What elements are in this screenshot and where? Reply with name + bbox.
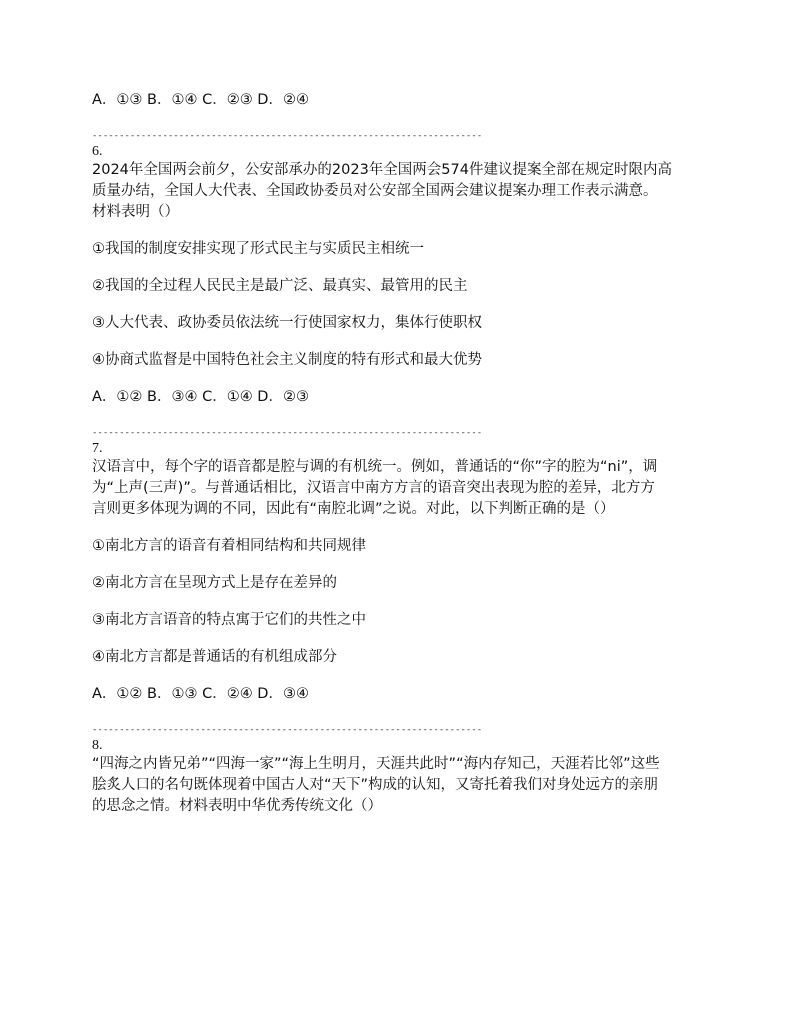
question-7-stem-line: 言则更多体现为调的不同，因此有“南腔北调”之说。对此，以下判断正确的是（） [92,501,615,517]
question-7-option-3: ③南北方言语音的特点寓于它们的共性之中 [92,612,366,628]
question-7-stem-line: 汉语言中，每个字的语音都是腔与调的有机统一。例如，普通话的“你”字的腔为“ni”，调 [92,459,658,475]
document-page [92,90,712,817]
question-8-stem [92,754,712,817]
question-divider: ------------------------------------------------------------------------ [92,428,483,438]
question-5-answer-choices: A．①③ B．①④ C．②③ D．②④ [92,92,309,108]
question-8-number: 8. [92,738,103,753]
question-7-stem-line: 为“上声(三声)”。与普通话相比，汉语言中南方方言的语音突出表现为腔的差异，北方方 [92,480,655,496]
question-7-option-2: ②南北方言在呈现方式上是存在差异的 [92,575,337,591]
question-8-stem-line: “四海之内皆兄弟”“四海一家”“海上生明月，天涯共此时”“海内存知己，天涯若比邻”这些 [92,756,660,772]
question-6-option-4: ④协商式监督是中国特色社会主义制度的特有形式和最大优势 [92,352,482,368]
question-7-option-1: ①南北方言的语音有着相同结构和共同规律 [92,538,366,554]
question-6-number: 6. [92,144,103,159]
question-6-stem [92,160,712,223]
question-7-answer-choices: A．①② B．①③ C．②④ D．③④ [92,686,309,702]
question-8-stem-line: 的思念之情。材料表明中华优秀传统文化（） [92,798,382,814]
question-divider: ------------------------------------------------------------------------ [92,725,483,735]
question-6-answer-choices: A．①② B．③④ C．①④ D．②③ [92,389,309,405]
question-7-option-4: ④南北方言都是普通话的有机组成部分 [92,649,337,665]
question-6-option-1: ①我国的制度安排实现了形式民主与实质民主相统一 [92,241,424,257]
question-6-option-3: ③人大代表、政协委员依法统一行使国家权力，集体行使职权 [92,315,482,331]
question-6-stem-line: 2024年全国两会前夕，公安部承办的2023年全国两会574件建议提案全部在规定时限内高 [92,162,672,178]
question-8-stem-line: 脍炙人口的名句既体现着中国古人对“天下”构成的认知，又寄托着我们对身处远方的亲朋 [92,777,659,793]
question-6-option-2: ②我国的全过程人民民主是最广泛、最真实、最管用的民主 [92,278,468,294]
question-6-stem-line: 质量办结，全国人大代表、全国政协委员对公安部全国两会建议提案办理工作表示满意。 [92,183,658,199]
question-divider: ------------------------------------------------------------------------ [92,131,483,141]
question-6-stem-line: 材料表明（） [92,204,179,220]
question-7-stem [92,457,712,520]
question-7-number: 7. [92,441,103,456]
